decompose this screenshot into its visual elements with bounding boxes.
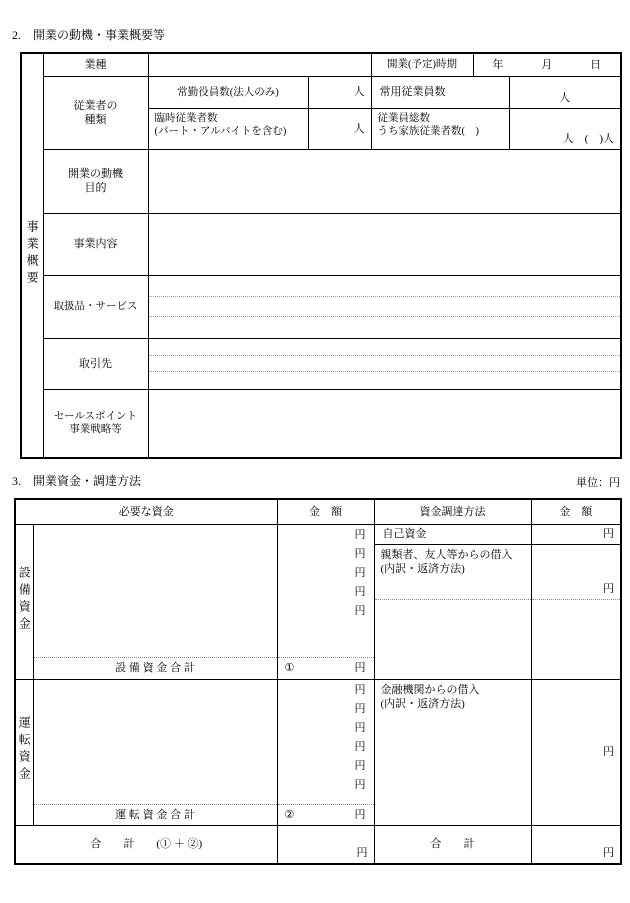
- temp-workers-label: 臨時従業者数 (パート・アルバイトを含む): [148, 108, 308, 149]
- relatives-loan-detail-field[interactable]: [374, 599, 531, 679]
- yen-unit: 円: [354, 740, 366, 753]
- opening-date-field[interactable]: [473, 53, 621, 76]
- grand-total-amount-field[interactable]: 円: [277, 825, 374, 864]
- unit-note: 単位：円: [576, 477, 620, 489]
- workers-type-label: 従業者の 種類: [43, 76, 148, 149]
- products-services-field[interactable]: [148, 275, 621, 338]
- sales-points-field[interactable]: [148, 389, 621, 458]
- equipment-subtotal-label: 設 備 資 金 合 計: [33, 657, 277, 679]
- working-funds-side-label: [15, 679, 33, 825]
- business-description-label: 事業内容: [43, 213, 148, 275]
- working-amounts-field[interactable]: [277, 679, 374, 804]
- self-funds-amount-field[interactable]: 円: [531, 524, 621, 544]
- yen-unit: 円: [354, 721, 366, 734]
- equipment-funds-side-label: [15, 524, 33, 679]
- self-funds-label: 自己資金: [374, 524, 531, 544]
- method-total-label: 合 計: [374, 825, 531, 864]
- section2-heading: 2. 開業の動機・事業概要等: [12, 28, 166, 42]
- side-label-text: 運転資金: [17, 716, 32, 784]
- sales-points-label: セールスポイント 事業戦略等: [43, 389, 148, 458]
- officers-count-field[interactable]: 人: [308, 76, 371, 108]
- grand-total-label: 合 計 (① ＋ ②): [15, 825, 277, 864]
- working-subtotal-amount-field[interactable]: [277, 804, 374, 825]
- year-label: 年: [492, 58, 504, 71]
- bank-loan-sublabel: (内訳・返済方法): [380, 697, 465, 710]
- amount-header-2: 金 額: [531, 499, 621, 524]
- relatives-loan-label: 親類者、友人等からの借入: [380, 548, 513, 561]
- business-overview-side-label: [21, 53, 43, 458]
- yen-unit: 円: [354, 759, 366, 772]
- yen-unit: 円: [354, 808, 366, 821]
- clients-field[interactable]: [148, 338, 621, 389]
- section3-heading: 3. 開業資金・調達方法: [12, 474, 142, 488]
- circled-one-mark: ①: [284, 662, 295, 674]
- bank-loan-amount-field[interactable]: 円: [531, 679, 621, 825]
- yen-unit: 円: [354, 528, 366, 541]
- business-description-field[interactable]: [148, 213, 621, 275]
- products-services-label: 取扱品・サービス: [43, 275, 148, 338]
- side-label-text: 設備資金: [17, 565, 32, 634]
- yen-unit: 円: [354, 547, 366, 560]
- day-label: 日: [590, 58, 602, 71]
- yen-unit: 円: [354, 683, 366, 696]
- procurement-method-header: 資金調達方法: [374, 499, 531, 524]
- total-employees-label: 従業員総数 うち家族従業者数( ): [371, 108, 509, 149]
- yen-unit: 円: [354, 778, 366, 791]
- yen-unit: 円: [354, 662, 366, 674]
- relatives-loan-sublabel: (内訳・返済方法): [380, 562, 465, 575]
- motive-field[interactable]: [148, 149, 621, 213]
- working-subtotal-label: 運 転 資 金 合 計: [33, 804, 277, 825]
- section2-table: [20, 52, 622, 459]
- month-label: 月: [541, 58, 553, 71]
- equipment-subtotal-amount-field[interactable]: [277, 657, 374, 679]
- officers-count-label: 常勤役員数(法人のみ): [148, 76, 308, 108]
- amount-header-1: 金 額: [277, 499, 374, 524]
- industry-label: 業種: [43, 53, 148, 76]
- yen-unit: 円: [354, 566, 366, 579]
- side-label-text: 事業概要: [25, 219, 40, 288]
- working-items-field[interactable]: [33, 679, 277, 804]
- temp-workers-field[interactable]: 人: [308, 108, 371, 149]
- bank-loan-field[interactable]: [374, 679, 531, 825]
- regular-employees-field[interactable]: 人: [509, 76, 621, 108]
- total-employees-field[interactable]: 人 ( )人: [509, 108, 621, 149]
- clients-label: 取引先: [43, 338, 148, 389]
- relatives-loan-amount-field[interactable]: 円: [531, 544, 621, 599]
- bank-loan-label: 金融機関からの借入: [380, 683, 480, 696]
- yen-unit: 円: [354, 585, 366, 598]
- section3-table: [14, 498, 622, 865]
- relatives-loan-detail-amount-field[interactable]: [531, 599, 621, 679]
- regular-employees-label: 常用従業員数: [371, 76, 509, 108]
- motive-label: 開業の動機 目的: [43, 149, 148, 213]
- relatives-loan-field[interactable]: [374, 544, 531, 599]
- required-funds-header: 必要な資金: [15, 499, 277, 524]
- method-total-amount-field[interactable]: 円: [531, 825, 621, 864]
- equipment-amounts-field[interactable]: [277, 524, 374, 657]
- industry-field[interactable]: [148, 53, 371, 76]
- equipment-items-field[interactable]: [33, 524, 277, 657]
- yen-unit: 円: [354, 702, 366, 715]
- opening-time-label: 開業(予定)時期: [371, 53, 473, 76]
- yen-unit: 円: [354, 604, 366, 617]
- circled-two-mark: ②: [284, 808, 295, 821]
